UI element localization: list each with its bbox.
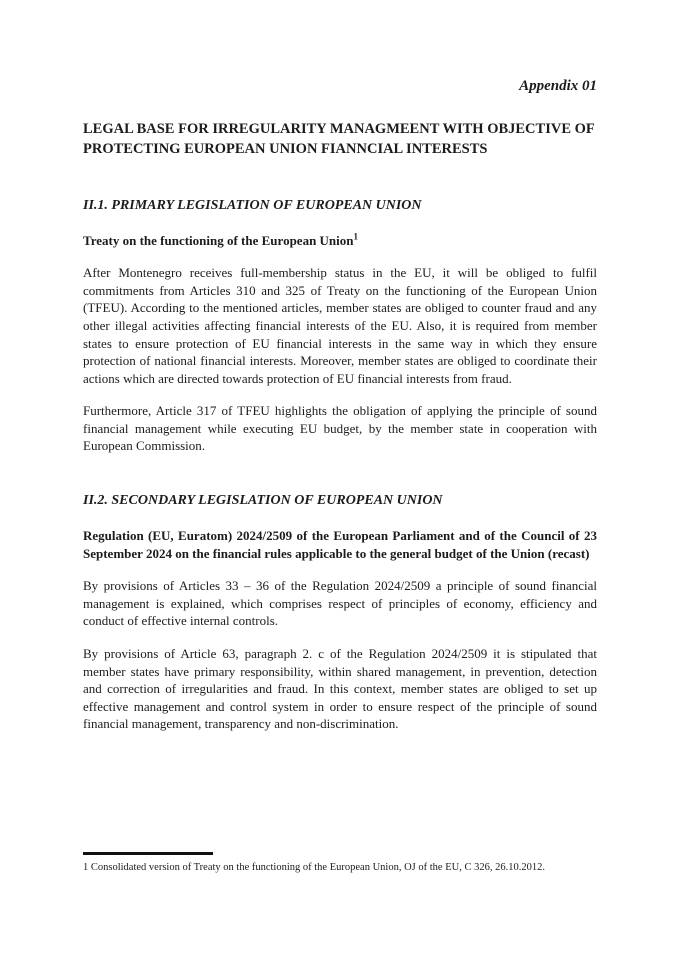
paragraph-tfeu-obligations: After Montenegro receives full-membership status in the EU, it will be obliged to fulfil commitments from Articles 310 and 325 of Treaty on the functioning of the European Union (TFEU). According to the mentioned articles, member states are obliged to counter fraud and any other illegal activities affecting financial interests of the EU. Also, it is required from member states to ensure protection of EU financial interests in the same way in which they ensure protection of national financial interests. Moreover, member states are obliged to coordinate their actions which are directed towards protection of EU financial interests from fraud.	[83, 265, 597, 386]
document-content	[83, 78, 597, 733]
document-title: LEGAL BASE FOR IRREGULARITY MANAGMEENT WITH OBJECTIVE OF PROTECTING EUROPEAN UNION FIANNCIAL INTERESTS	[83, 121, 595, 158]
footnote-separator	[83, 852, 213, 855]
footnote-reference: 1	[353, 231, 359, 242]
regulation-subheading: Regulation (EU, Euratom) 2024/2509 of the European Parliament and of the Council of 23 September 2024 on the financial rules applicable to the general budget of the Union (recast)	[83, 528, 597, 561]
footnote	[83, 861, 597, 875]
section-heading-ii2: II.2. SECONDARY LEGISLATION OF EUROPEAN UNION	[83, 493, 443, 509]
paragraph-article-63: By provisions of Article 63, paragraph 2. c of the Regulation 2024/2509 it is stipulated that member states have primary responsibility, within shared management, in prevention, detection and correction of irregularities and fraud. In this context, member states are obliged to set up effective management and control system in order to ensure respect of the principle of sound financial management, transparency and non-discrimination.	[83, 645, 597, 732]
footnote-number: 1	[83, 862, 89, 873]
appendix-label: Appendix 01	[519, 78, 597, 94]
footnote-text: Consolidated version of Treaty on the functioning of the European Union, OJ of the EU, C 326, 26.10.2012.	[90, 862, 545, 873]
treaty-subheading-text: Treaty on the functioning of the European Union	[83, 232, 354, 248]
treaty-subheading	[83, 232, 597, 250]
paragraph-articles-33-36: By provisions of Articles 33 – 36 of the Regulation 2024/2509 a principle of sound financial management is explained, which comprises respect of principles of economy, efficiency and conduct of effective internal controls.	[83, 578, 597, 629]
footnote-area	[83, 852, 597, 875]
paragraph-article-317: Furthermore, Article 317 of TFEU highlights the obligation of applying the principle of sound financial management while executing EU budget, by the member state in cooperation with European Commission.	[83, 403, 597, 454]
section-heading-ii1: II.1. PRIMARY LEGISLATION OF EUROPEAN UNION	[83, 197, 422, 213]
